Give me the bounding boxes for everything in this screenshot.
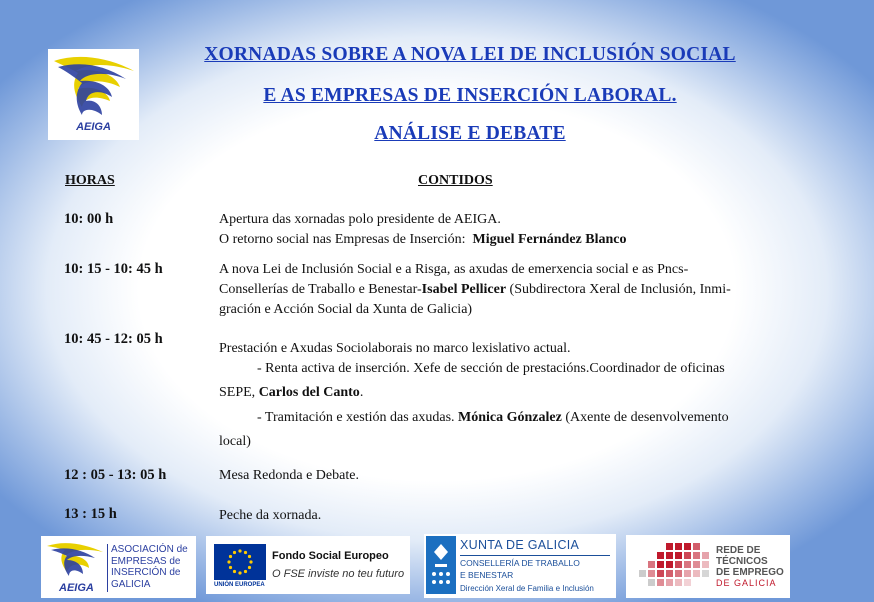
speaker-name-2: Mónica Gónzalez [458,410,562,425]
eu-label: UNIÓN EUROPEA [214,582,265,588]
schedule-3-text-2: - Tramitación e xestión das axudas. [257,410,459,425]
schedule-content-2 [219,260,839,320]
schedule-time-4: 12 : 05 - 13: 05 h [64,467,167,483]
schedule-time-5: 13 : 15 h [64,506,117,522]
schedule-2-line-2 [219,280,839,300]
fse-subtitle: O FSE inviste no teu futuro [272,568,405,580]
aeiga-logo-top [48,49,139,140]
title-line-1: XORNADAS SOBRE A NOVA LEI DE INCLUSIÓN SOCIAL [204,44,736,65]
rede-name [716,545,784,589]
rede-name-4: DE GALICIA [716,578,777,588]
schedule-content-1 [219,210,839,250]
schedule-1-line-2 [219,230,839,250]
xunta-divider [460,555,610,556]
header-contidos: CONTIDOS [418,173,493,188]
xunta-dept-1: CONSELLERÍA DE TRABALLO [460,558,580,568]
schedule-3-line-5: local) [219,434,251,449]
aeiga-name-3: INSERCIÓN de [111,567,181,578]
schedule-3-line-4 [219,410,859,434]
schedule-3-text: SEPE, [219,385,259,400]
aeiga-name-2: EMPRESAS de [111,555,181,567]
schedule-2-line-1: A nova Lei de Inclusión Social e a Risga, as axudas de emerxencia social e as Pncs- [219,262,689,277]
schedule-2-text: Consellerías de Traballo e Benestar- [219,282,422,297]
schedule-3-line-3 [219,385,859,410]
schedule-content-5: Peche da xornada. [219,508,322,523]
schedule-time-2: 10: 15 - 10: 45 h [64,261,163,277]
fse-title: Fondo Social Europeo [272,550,389,562]
header-horas: HORAS [65,173,115,188]
schedule-content-4: Mesa Redonda e Debate. [219,468,359,483]
speaker-name: Miguel Fernández Blanco [472,232,627,247]
schedule-3-punct: . [359,385,364,400]
title-line-2: E AS EMPRESAS DE INSERCIÓN LABORAL. [263,85,677,106]
footer-rede-logo [626,535,790,598]
rede-name-1: REDE DE [716,545,761,556]
aeiga-swoosh-small-icon [45,540,105,580]
aeiga-name-4: GALICIA [111,578,151,590]
speaker-name: Isabel Pellicer [421,282,507,297]
footer-xunta-logo [424,534,616,598]
xunta-dept-2: E BENESTAR [460,570,514,580]
aeiga-name [111,544,188,590]
footer-aeiga-logo-text: AEIGA [59,582,94,594]
schedule-1-text: O retorno social nas Empresas de Inserción: [219,232,473,247]
xunta-dept-3: Dirección Xeral de Familia e Inclusión [460,584,594,593]
schedule-2-text-cont: (Subdirectora Xeral de Inclusión, Inmi- [506,282,731,297]
schedule-time-3: 10: 45 - 12: 05 h [64,331,163,347]
schedule-3-line-1: Prestación e Axudas Sociolaborais no marco lexislativo actual. [219,341,571,356]
schedule-content-3 [219,341,859,450]
rede-grid-icon [636,539,714,595]
xunta-shield-icon [426,536,456,594]
eu-flag-icon [214,544,266,580]
aeiga-name-1: ASOCIACIÓN de [111,544,188,555]
schedule-3-text-3: (Axente de desenvolvemento [561,410,729,425]
schedule-1-line-1: Apertura das xornadas polo presidente de AEIGA. [219,212,501,227]
rede-name-2: TÉCNICOS [716,556,768,567]
title-line-3: ANÁLISE E DEBATE [374,123,566,144]
footer-fse-logo [206,536,410,594]
aeiga-logo-text: AEIGA [76,121,111,133]
rede-name-3: DE EMPREGO [716,567,784,578]
schedule-time-1: 10: 00 h [64,211,114,227]
xunta-title: XUNTA DE GALICIA [460,538,580,552]
speaker-name: Carlos del Canto [258,385,360,400]
footer-aeiga-logo [41,536,196,598]
schedule-2-line-3: gración e Acción Social da Xunta de Galicia) [219,302,473,317]
schedule-3-line-2: - Renta activa de inserción. Xefe de sección de prestacións.Coordinador de oficinas [257,361,725,376]
aeiga-divider [107,544,108,592]
